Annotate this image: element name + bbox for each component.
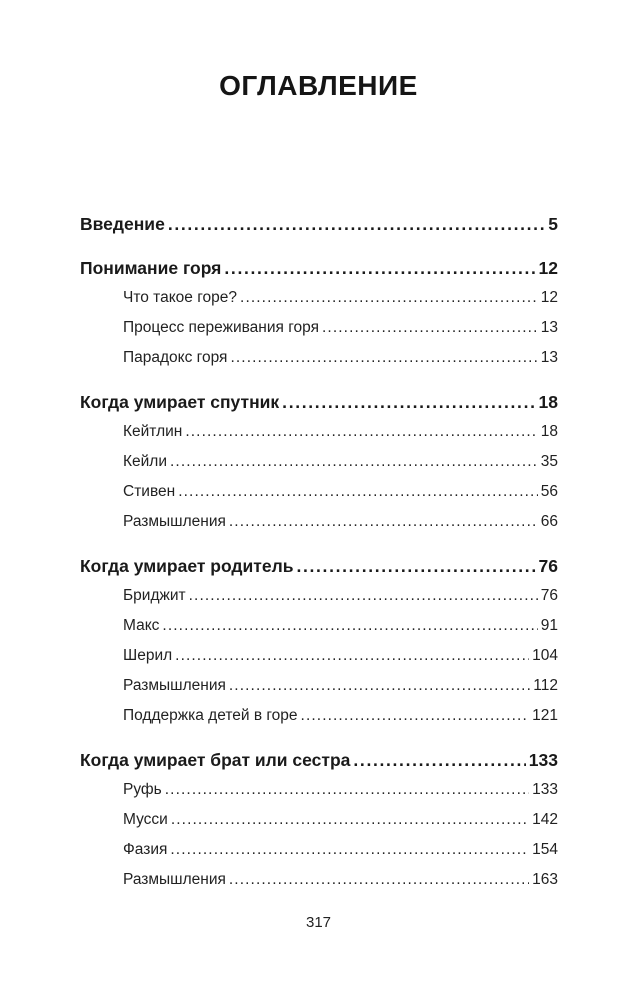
toc-page-number: 91	[540, 617, 558, 634]
dot-leader	[162, 611, 537, 641]
toc-page-number: 76	[540, 587, 558, 604]
dot-leader	[296, 551, 535, 581]
toc-subsection	[80, 641, 558, 671]
dot-leader	[353, 745, 525, 775]
toc-subsection	[80, 835, 558, 865]
toc-entry-label: Стивен	[123, 483, 176, 500]
toc-subsection	[80, 865, 558, 895]
toc-page-number: 18	[540, 423, 558, 440]
dot-leader	[322, 313, 538, 343]
toc-subsection	[80, 343, 558, 373]
toc-entry-label: Мусси	[123, 811, 168, 828]
toc-entry-label: Процесс переживания горя	[123, 319, 319, 336]
toc-page-number: 5	[548, 214, 558, 234]
toc-page-number: 66	[540, 513, 558, 530]
toc-page-number: 76	[538, 556, 558, 576]
dot-leader	[170, 835, 529, 865]
toc-page-number: 142	[532, 811, 558, 828]
dot-leader	[224, 253, 535, 283]
toc-subsection	[80, 701, 558, 731]
toc-page-number: 18	[538, 392, 558, 412]
toc-page-number: 133	[528, 750, 558, 770]
toc-subsection	[80, 671, 558, 701]
toc-page-number: 121	[532, 707, 558, 724]
toc-page-number: 12	[538, 258, 558, 278]
toc-subsection	[80, 581, 558, 611]
toc-chapter-understanding-grief	[80, 253, 558, 283]
toc-page-number: 56	[540, 483, 558, 500]
toc-page-number: 163	[532, 871, 558, 888]
toc-page-number: 13	[540, 319, 558, 336]
toc-entry-label: Поддержка детей в горе	[123, 707, 298, 724]
toc-entry-label: Бриджит	[123, 587, 186, 604]
toc-page-number: 112	[533, 677, 558, 694]
toc-entry-label: Понимание горя	[80, 258, 222, 278]
dot-leader	[229, 865, 529, 895]
toc-chapter-intro	[80, 209, 558, 239]
dot-leader	[171, 805, 529, 835]
toc-page-number: 35	[540, 453, 558, 470]
dot-leader	[170, 447, 538, 477]
toc-entry-label: Парадокс горя	[123, 349, 228, 366]
toc-entry-label: Размышления	[123, 513, 226, 530]
dot-leader	[229, 671, 530, 701]
page-number-footer: 317	[305, 914, 332, 931]
toc-subsection	[80, 805, 558, 835]
toc-entry-label: Шерил	[123, 647, 173, 664]
dot-leader	[230, 343, 537, 373]
dot-leader	[282, 387, 535, 417]
toc-subsection	[80, 775, 558, 805]
dot-leader	[175, 641, 529, 671]
toc-subsection	[80, 417, 558, 447]
toc-entry-label: Фазия	[123, 841, 168, 858]
toc-subsection	[80, 477, 558, 507]
dot-leader	[229, 507, 538, 537]
toc-subsection	[80, 313, 558, 343]
toc-entry-label: Когда умирает спутник	[80, 392, 280, 412]
toc-subsection	[80, 611, 558, 641]
toc-entry-label: Размышления	[123, 871, 226, 888]
toc-entry-label: Что такое горе?	[123, 289, 238, 306]
toc-page-number: 12	[540, 289, 558, 306]
toc-entry-label: Когда умирает брат или сестра	[80, 750, 351, 770]
toc-chapter-companion-dies	[80, 387, 558, 417]
dot-leader	[301, 701, 530, 731]
toc-subsection	[80, 447, 558, 477]
dot-leader	[178, 477, 538, 507]
dot-leader	[240, 283, 538, 313]
toc-entry-label: Руфь	[123, 781, 162, 798]
dot-leader	[189, 581, 538, 611]
table-of-contents	[80, 209, 558, 895]
toc-subsection	[80, 283, 558, 313]
toc-entry-label: Макс	[123, 617, 160, 634]
toc-entry-label: Введение	[80, 214, 165, 234]
toc-page-number: 154	[532, 841, 558, 858]
dot-leader	[185, 417, 537, 447]
toc-page-number: 133	[532, 781, 558, 798]
toc-subsection	[80, 507, 558, 537]
dot-leader	[165, 775, 529, 805]
toc-page-number: 13	[540, 349, 558, 366]
dot-leader	[168, 209, 545, 239]
toc-entry-label: Кейли	[123, 453, 168, 470]
toc-entry-label: Кейтлин	[123, 423, 183, 440]
page-title: ОГЛАВЛЕНИЕ	[219, 70, 418, 101]
toc-chapter-parent-dies	[80, 551, 558, 581]
toc-entry-label: Когда умирает родитель	[80, 556, 294, 576]
toc-page-number: 104	[532, 647, 558, 664]
toc-entry-label: Размышления	[123, 677, 226, 694]
toc-chapter-sibling-dies	[80, 745, 558, 775]
